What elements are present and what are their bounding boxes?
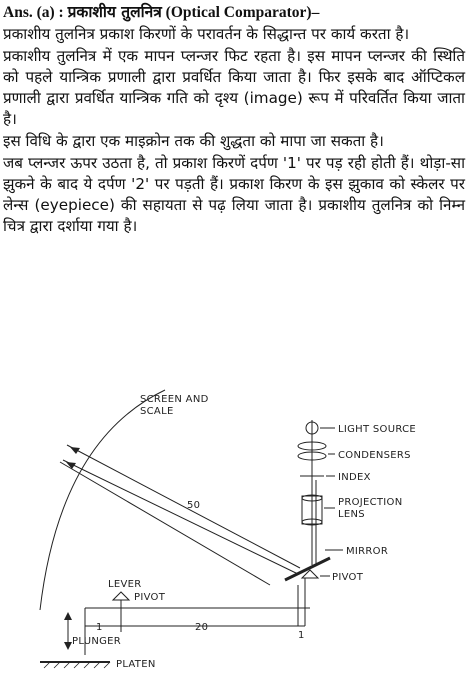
label-projection: PROJECTION	[338, 497, 403, 508]
dimension-50: 50	[187, 500, 201, 511]
label-condensers: CONDENSERS	[338, 450, 411, 461]
dim-line-50	[60, 462, 270, 585]
optical-comparator-diagram	[0, 380, 471, 678]
paragraph-2: प्रकाशीय तुलनित्र में एक मापन प्लन्जर फिट रहता है। इस मापन प्लन्जर की स्थिति को पहले यान्त्रिक प्रणाली द्वारा प्रवर्धित किया जाता है। फिर इसके बाद ऑप्टिकल प्रणाली द्वारा प्रवर्धित यान्त्रिक गति को दृश्य (image) रूप में परिवर्तित किया जाता है।	[3, 47, 465, 128]
label-pivot-right: PIVOT	[332, 572, 364, 583]
label-light-source: LIGHT SOURCE	[338, 424, 416, 435]
heading-title-english: (Optical Comparator)–	[161, 4, 320, 21]
answer-text	[3, 2, 465, 238]
mirror	[285, 558, 330, 580]
plunger-arrow-head-up	[64, 612, 72, 620]
label-scale: SCALE	[140, 406, 174, 417]
paragraph-1: प्रकाशीय तुलनित्र प्रकाश किरणों के परावर्तन के सिद्धान्त पर कार्य करता है।	[3, 25, 410, 43]
dimension-1-left: 1	[96, 622, 103, 633]
label-plunger: PLUNGER	[72, 636, 122, 647]
dimension-1-right: 1	[298, 630, 305, 641]
plunger-arrow-head-down	[64, 642, 72, 650]
heading-prefix: Ans. (a) :	[3, 4, 68, 21]
label-lens: LENS	[338, 509, 365, 520]
label-pivot-left: PIVOT	[134, 592, 166, 603]
beam-lower	[63, 460, 298, 574]
pivot-left-icon	[113, 592, 129, 600]
label-platen: PLATEN	[116, 659, 156, 670]
paragraph-3: इस विधि के द्वारा एक माइक्रोन तक की शुद्धता को मापा जा सकता है।	[3, 132, 384, 150]
beam-upper	[67, 445, 300, 568]
label-lever: LEVER	[108, 579, 142, 590]
dimension-20: 20	[195, 622, 209, 633]
paragraph-4: जब प्लन्जर ऊपर उठता है, तो प्रकाश किरणें दर्पण '1' पर पड़ रही होती हैं। थोड़ा-सा झुकने के बाद ये दर्पण '2' पर पड़ती हैं। प्रकाश किरण के इस झुकाव को स्केलर पर लेन्स (eyepiece) की सहायता से पढ़ लिया जाता है। प्रकाशीय तुलनित्र को निम्न चित्र द्वारा दर्शाया गया है।	[3, 154, 465, 235]
arrow-head-upper	[70, 447, 80, 454]
label-screen-and: SCREEN AND	[140, 394, 209, 405]
label-index: INDEX	[338, 472, 371, 483]
label-mirror: MIRROR	[346, 546, 389, 557]
heading-title-hindi: प्रकाशीय तुलनित्र	[67, 3, 162, 21]
answer-heading	[3, 2, 465, 23]
